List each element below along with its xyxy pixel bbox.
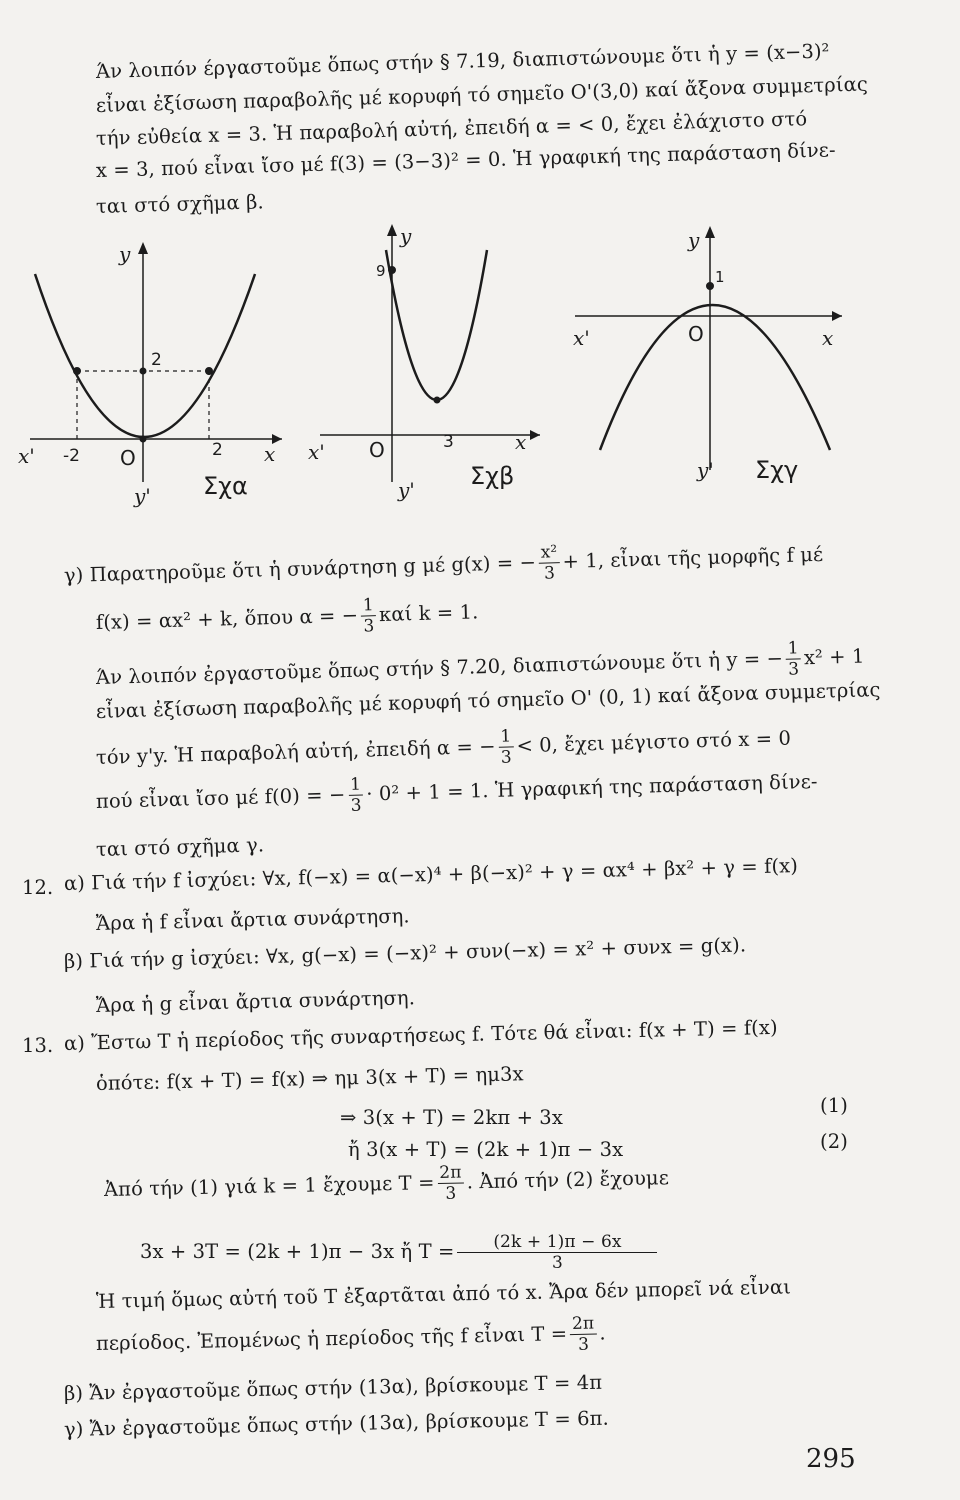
exercise-13-a-line-7: Ἡ τιμή ὅμως αὐτή τοῦ T ἐξαρτᾶται ἀπό τό x. Ἄρα δέν μπορεῖ νά εἶναι: [95, 1275, 792, 1313]
exercise-13-a-line-2: ὁπότε: f(x + T) = f(x) ⇒ ημ 3(x + T) = ημ3x: [95, 1062, 524, 1095]
fig-b-caption: Σχβ: [470, 462, 515, 490]
fig-a-tick-2: 2: [212, 440, 223, 460]
intro-line-3: τήν εὐθεία x = 3. Ἡ παραβολή αὐτή, ἐπειδή α = < 0, ἔχει ἐλάχιστο στό: [95, 107, 808, 150]
fig-a-tick-y2: 2: [151, 350, 162, 370]
exercise-13-a-line-6: 3x + 3T = (2k + 1)π − 3x ἤ T = $\frac{(2k + 1)\pi - 6x}{3}$: [140, 1232, 660, 1273]
exercise-13-a-line-5: Ἀπό τήν (1) γιά k = 1 ἔχουμε T = $\frac{2\pi}{3}$ . Ἀπό τήν (2) ἔχουμε: [103, 1162, 670, 1204]
fig-c-caption: Σχγ: [755, 456, 799, 484]
exercise-12-a-line-1: α) Γιά τήν f ἰσχύει: ∀x, f(−x) = α(−x)⁴ + β(−x)² + γ = αx⁴ + βx² + γ = f(x): [63, 854, 799, 895]
exercise-12-b-line-2: Ἄρα ἡ g εἶναι ἄρτια συνάρτηση.: [95, 986, 416, 1017]
gamma-line-2: f(x) = αx² + k, ὅπου α = − $\frac{1}{3}$ καί k = 1.: [95, 595, 479, 637]
fig-b-y-label: y: [400, 224, 412, 248]
exercise-13-a-line-8: περίοδος. Ἐπομένως ἡ περίοδος τῆς f εἶναι T = $\frac{2\pi}{3}$ .: [95, 1313, 606, 1355]
gamma-line-7: ται στό σχῆμα γ.: [95, 833, 265, 861]
exercise-12-b-line-1: β) Γιά τήν g ἰσχύει: ∀x, g(−x) = (−x)² + συν(−x) = x² + συνx = g(x).: [63, 933, 747, 973]
fig-a-caption: Σχα: [203, 472, 248, 500]
fig-a-x2-label: x': [18, 444, 35, 468]
exercise-13-g-line: γ) Ἄν ἐργαστοῦμε ὅπως στήν (13α), βρίσκουμε T = 6π.: [63, 1406, 610, 1441]
fig-b-origin: O: [369, 438, 385, 462]
exercise-12-a-line-2: Ἄρα ἡ f εἶναι ἄρτια συνάρτηση.: [95, 904, 410, 935]
exercise-13-a-line-3: ⇒ 3(x + T) = 2kπ + 3x: [340, 1106, 563, 1129]
exercise-13-number: 13.: [22, 1034, 54, 1057]
fig-b-tick-3: 3: [443, 432, 454, 452]
fig-b-y2-label: y': [398, 478, 415, 502]
gamma-line-5: τόν y'y. Ἡ παραβολή αὐτή, ἐπειδή α = − $\frac{1}{3}$ < 0, ἔχει μέγιστο στό x = 0: [95, 726, 792, 769]
figure-b: [320, 224, 540, 482]
fig-b-x2-label: x': [308, 440, 325, 464]
fig-c-y2-label: y': [697, 458, 714, 482]
intro-line-5: ται στό σχῆμα β.: [95, 190, 265, 218]
intro-line-2: εἶναι ἐξίσωση παραβολῆς μέ κορυφή τό σημεῖο O'(3,0) καί ἄξονα συμμετρίας: [95, 72, 869, 117]
fig-a-x-label: x: [264, 442, 276, 466]
gamma-line-3: Άν λοιπόν ἐργαστοῦμε ὅπως στήν § 7.20, διαπιστώνουμε ὅτι ἡ y = − $\frac{1}{3}$ x² + 1: [95, 638, 865, 689]
gamma-line-6: πού εἶναι ἴσο μέ f(0) = − $\frac{1}{3}$ · 0² + 1 = 1. Ἡ γραφική της παράσταση δίνε-: [95, 769, 818, 816]
fig-a-y2-label: y': [134, 484, 151, 508]
gamma-line-4: εἶναι ἐξίσωση παραβολῆς μέ κορυφή τό σημεῖο O' (0, 1) καί ἄξονα συμμετρίας: [95, 678, 881, 723]
exercise-12-number: 12.: [22, 876, 54, 899]
gamma-line-1: γ) Παρατηροῦμε ὅτι ἡ συνάρτηση g μέ g(x) = − $\frac{\text{x²}}{3}$ + 1, εἶναι τῆς μορφῆς f μέ: [63, 542, 824, 587]
exercise-13-a-line-1: α) Ἔστω T ἡ περίοδος τῆς συναρτήσεως f. Τότε θά εἶναι: f(x + T) = f(x): [63, 1015, 778, 1055]
exercise-13-b-line: β) Ἄν ἐργαστοῦμε ὅπως στήν (13α), βρίσκουμε T = 4π: [63, 1370, 603, 1405]
fig-c-x-label: x: [822, 326, 834, 350]
intro-line-4: x = 3, πού εἶναι ἴσο μέ f(3) = (3−3)² = 0. Ἡ γραφική της παράσταση δίνε-: [95, 138, 836, 182]
fig-a-y-label: y: [119, 242, 131, 266]
fig-a-origin: O: [120, 446, 136, 470]
figure-c: [575, 226, 842, 470]
fig-b-tick-9: 9: [376, 262, 386, 280]
fig-c-origin: O: [688, 322, 704, 346]
page-number: 295: [806, 1444, 856, 1474]
fig-c-x2-label: x': [573, 326, 590, 350]
exercise-13-eq2-number: (2): [820, 1130, 848, 1153]
fig-b-x-label: x: [515, 430, 527, 454]
fig-a-tick-neg2: -2: [63, 446, 80, 466]
intro-line-1: Άν λοιπόν έργαστοῦμε ὅπως στήν § 7.19, διαπιστώνουμε ὅτι ἡ y = (x−3)²: [95, 39, 830, 83]
exercise-13-a-line-4: ἤ 3(x + T) = (2k + 1)π − 3x: [348, 1138, 624, 1161]
fig-c-y-label: y: [688, 228, 700, 252]
fig-c-tick-1: 1: [715, 268, 725, 286]
exercise-13-eq1-number: (1): [820, 1094, 848, 1117]
